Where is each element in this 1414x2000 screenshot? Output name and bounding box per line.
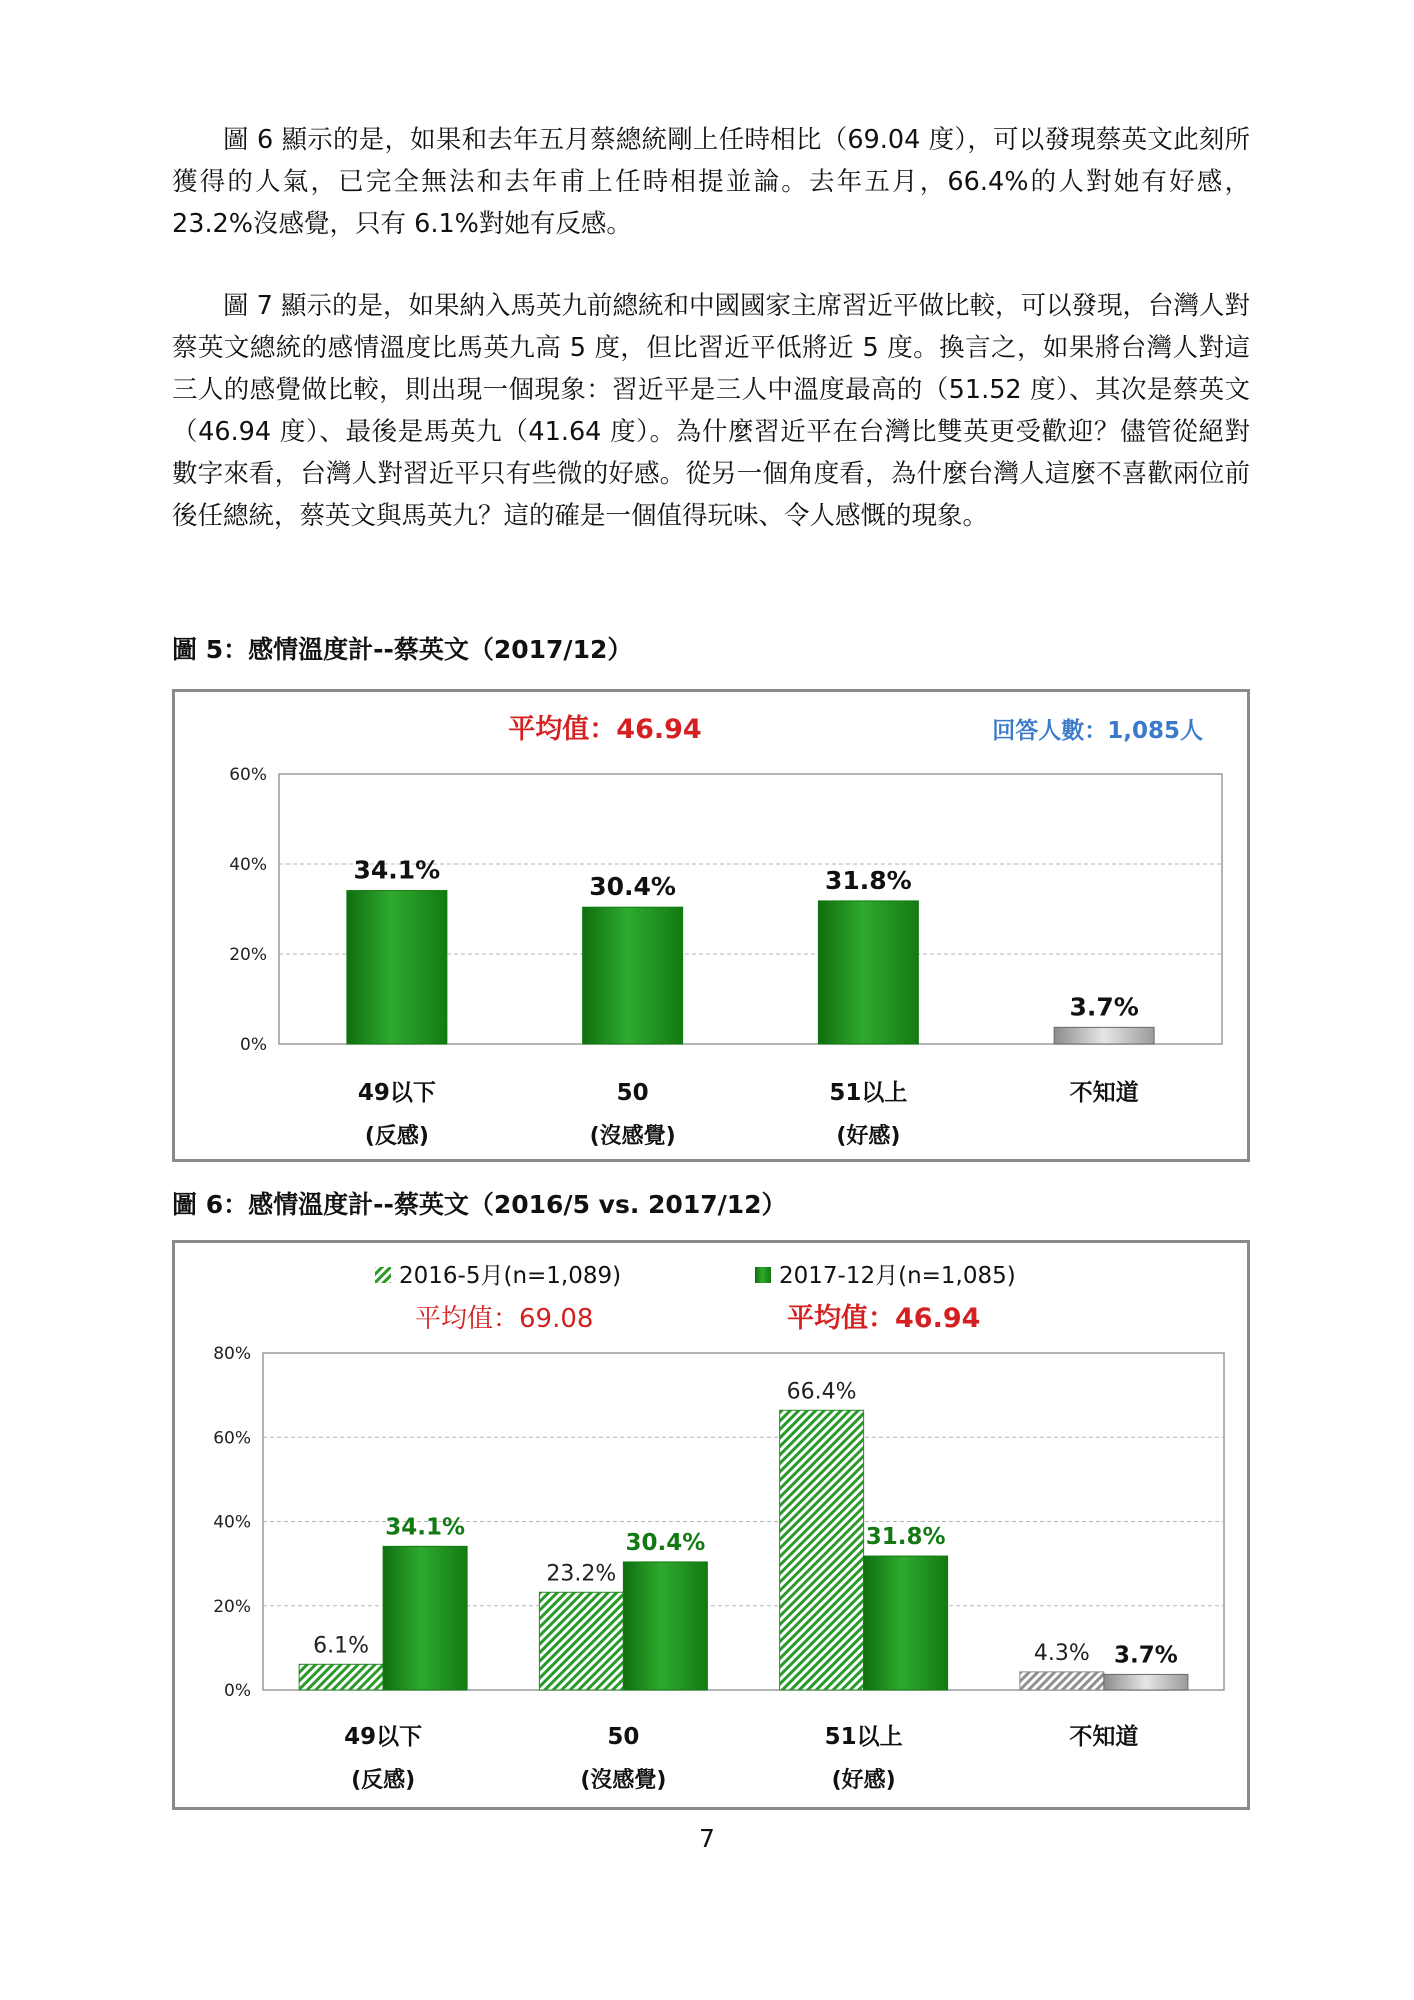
legend-swatch-2017 bbox=[755, 1267, 771, 1283]
respondents-count-label: 回答人數：1,085人 bbox=[992, 718, 1203, 744]
bar-2017 bbox=[1104, 1674, 1188, 1690]
paragraph-figure6-description: 圖 6 顯示的是，如果和去年五月蔡總統剛上任時相比（69.04 度），可以發現蔡英文此刻所獲得的人氣，已完全無法和去年甫上任時相提並論。去年五月，66.4%的人對她有好感，23.2%沒感覺，只有 6.1%對她有反感。 bbox=[172, 125, 1250, 239]
bar-value-label-2017: 3.7% bbox=[1113, 1642, 1178, 1669]
bar bbox=[583, 907, 683, 1044]
bar-2016 bbox=[539, 1592, 623, 1690]
paragraph-figure7-description: 圖 7 顯示的是，如果納入馬英九前總統和中國國家主席習近平做比較，可以發現，台灣人對蔡英文總統的感情溫度比馬英九高 5 度，但比習近平低將近 5 度。換言之，如果將台灣人對這三人的感覺做比較，則出現一個現象：習近平是三人中溫度最高的（51.52 度）、其次是蔡英文（46.94 度）、最後是馬英九（41.64 度）。為什麼習近平在台灣比雙英更受歡迎？儘管從絕對數字來看，台灣人對習近平只有些微的好感。從另一個角度看，為什麼台灣人這麼不喜歡兩位前後任總統，蔡英文與馬英九？這的確是一個值得玩味、令人感慨的現象。 bbox=[172, 291, 1250, 531]
y-tick-label: 40% bbox=[229, 855, 267, 875]
mean-value-label-2017: 平均值：46.94 bbox=[787, 1303, 981, 1334]
x-category-sublabel: (沒感覺) bbox=[589, 1124, 676, 1149]
figure5-svg bbox=[175, 692, 1247, 1159]
y-tick-label: 20% bbox=[229, 945, 267, 965]
bar-2017 bbox=[383, 1546, 467, 1690]
bar-value-label-2016: 4.3% bbox=[1033, 1640, 1090, 1666]
y-tick-label: 60% bbox=[213, 1428, 251, 1449]
x-category-sublabel: (反感) bbox=[364, 1124, 429, 1149]
x-category-label: 50 bbox=[616, 1080, 649, 1106]
y-tick-label: 20% bbox=[213, 1596, 251, 1617]
mean-value-label: 平均值：46.94 bbox=[508, 714, 702, 745]
y-tick-label: 0% bbox=[224, 1681, 251, 1701]
x-category-label: 不知道 bbox=[1069, 1080, 1139, 1106]
bar-value-label-2016: 66.4% bbox=[786, 1379, 857, 1405]
y-tick-label: 60% bbox=[229, 765, 267, 785]
x-category-sublabel: (反感) bbox=[351, 1768, 416, 1793]
x-category-label: 49以下 bbox=[357, 1080, 436, 1106]
bar-value-label: 30.4% bbox=[589, 872, 676, 902]
mean-value-label-2016: 平均值：69.08 bbox=[415, 1304, 594, 1334]
x-category-label: 51以上 bbox=[824, 1724, 903, 1750]
figure5-chart bbox=[172, 689, 1250, 1162]
bar-value-label-2016: 23.2% bbox=[546, 1561, 617, 1587]
legend-label-2016: 2016-5月(n=1,089) bbox=[399, 1263, 622, 1289]
x-category-sublabel: (沒感覺) bbox=[580, 1768, 667, 1793]
bar-2016 bbox=[780, 1410, 864, 1690]
legend-label-2017: 2017-12月(n=1,085) bbox=[779, 1263, 1016, 1289]
bar-2016 bbox=[299, 1664, 383, 1690]
x-category-sublabel: (好感) bbox=[836, 1124, 901, 1149]
x-category-label: 49以下 bbox=[344, 1724, 423, 1750]
bar bbox=[347, 891, 447, 1044]
legend-swatch-2016 bbox=[375, 1267, 391, 1283]
page-number: 7 bbox=[699, 1824, 715, 1853]
figure6-chart bbox=[172, 1240, 1250, 1810]
bar bbox=[1054, 1027, 1154, 1044]
bar-value-label-2017: 30.4% bbox=[625, 1529, 706, 1556]
x-category-sublabel: (好感) bbox=[831, 1768, 896, 1793]
bar-value-label-2017: 31.8% bbox=[865, 1524, 946, 1551]
y-tick-label: 0% bbox=[240, 1035, 267, 1055]
bar-2016 bbox=[1020, 1672, 1104, 1690]
bar-value-label: 3.7% bbox=[1069, 992, 1139, 1022]
x-category-label: 不知道 bbox=[1069, 1724, 1139, 1750]
bar-2017 bbox=[864, 1556, 948, 1690]
x-category-label: 50 bbox=[607, 1724, 640, 1750]
bar-value-label-2016: 6.1% bbox=[313, 1633, 370, 1659]
bar-value-label: 34.1% bbox=[353, 855, 441, 885]
bar bbox=[818, 901, 918, 1044]
bar-value-label: 31.8% bbox=[825, 865, 912, 895]
y-tick-label: 80% bbox=[213, 1344, 251, 1364]
figure6-title: 圖 6：感情溫度計--蔡英文（2016/5 vs. 2017/12） bbox=[172, 1190, 787, 1219]
x-category-label: 51以上 bbox=[829, 1080, 908, 1106]
figure6-svg bbox=[175, 1243, 1247, 1807]
bar-value-label-2017: 34.1% bbox=[385, 1514, 466, 1541]
bar-2017 bbox=[623, 1562, 707, 1690]
y-tick-label: 40% bbox=[213, 1512, 251, 1533]
figure5-title: 圖 5：感情溫度計--蔡英文（2017/12） bbox=[172, 635, 633, 664]
